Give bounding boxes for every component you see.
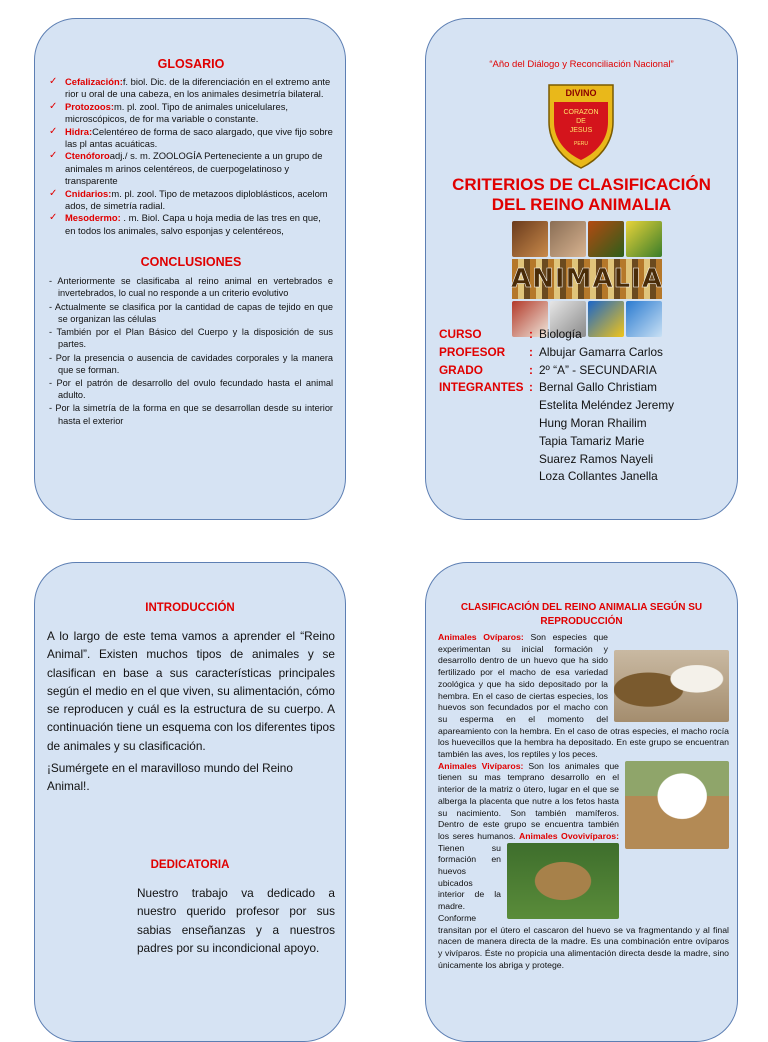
member-name: Loza Collantes Janella <box>539 469 658 484</box>
conclusion-item: - También por el Plan Básico del Cuerpo y la disposición de sus partes. <box>49 327 333 350</box>
svg-text:DIVINO: DIVINO <box>565 88 597 98</box>
info-row <box>439 326 731 344</box>
animalia-collage-image <box>512 221 662 339</box>
intro-paragraph-2: ¡Sumérgete en el maravilloso mundo del Reino Animal!. <box>47 761 293 794</box>
cover-info <box>439 326 731 486</box>
glosario-item <box>49 150 333 187</box>
glosario-term: Cefalización: <box>65 76 123 87</box>
info-label: CURSO <box>439 327 482 341</box>
info-row <box>439 379 731 397</box>
info-colon: : <box>529 380 533 395</box>
svg-text:JESUS: JESUS <box>569 127 593 134</box>
glosario-item <box>49 212 333 237</box>
info-value: Bernal Gallo Christiam <box>539 380 658 395</box>
info-colon: : <box>529 362 533 377</box>
clasificacion-title: CLASIFICACIÓN DEL REINO ANIMALIA SEGÚN SU REPRODUCCIÓN <box>460 602 703 627</box>
cow-calf-image <box>625 761 729 849</box>
viviparos-text: Son los animales que tienen su mas temprano desarrollo en el interior de la matriz o útero, lugar en el que se alberga la placenta que nutre a los fetos hasta su nacimiento. Son también mamíferos. Dentro de este grupo se encuentra también los seres humanos. <box>438 760 620 841</box>
glosario-panel <box>34 18 346 520</box>
check-icon: ✓ <box>49 100 58 112</box>
info-row <box>439 344 731 362</box>
conclusion-item: - Anteriormente se clasificaba al reino animal en vertebrados e invertebrados, lo cual no responde a un criterio evolutivo <box>49 276 333 299</box>
glosario-definition: m. pl. zool. Tipo de animales unicelulares, microscópicos, de for ma variable o constante. <box>65 100 289 125</box>
glosario-term: Protozoos: <box>65 100 114 112</box>
svg-text:DE: DE <box>576 118 586 125</box>
toad-image <box>507 843 619 919</box>
glosario-term: Mesodermo: <box>65 212 121 224</box>
cover-panel <box>425 18 738 520</box>
info-value: 2º “A” - SECUNDARIA <box>539 362 657 377</box>
oviparos-term: Animales Ovíparos: <box>438 632 524 642</box>
check-icon: ✓ <box>49 187 58 199</box>
check-icon: ✓ <box>49 150 58 162</box>
glosario-definition: f. biol. Dic. de la diferenciación en el extremo ante rior u oral de una cabeza, en los animales desimetría bilateral. <box>65 76 331 100</box>
member-name: Suarez Ramos Nayeli <box>539 451 654 466</box>
glosario-item <box>49 101 333 126</box>
glosario-item <box>49 76 333 101</box>
school-crest-logo <box>546 82 616 170</box>
intro-title: INTRODUCCIÓN <box>145 602 235 614</box>
glosario-term: Cnidarios: <box>65 187 112 199</box>
svg-text:PERU: PERU <box>574 141 588 147</box>
check-icon: ✓ <box>49 125 58 137</box>
svg-text:CORAZON: CORAZON <box>563 109 599 116</box>
member-name: Estelita Meléndez Jeremy <box>539 398 675 413</box>
check-icon: ✓ <box>49 212 58 224</box>
member-name: Tapia Tamariz Marie <box>539 433 645 448</box>
ovoviviparos-term: Animales Ovovivíparos: <box>518 830 619 841</box>
info-row <box>439 362 731 380</box>
info-colon: : <box>529 327 533 341</box>
glosario-term: Hidra: <box>65 125 93 137</box>
conclusion-item: - Por el patrón de desarrollo del ovulo fecundado hasta el animal adulto. <box>49 377 333 401</box>
dedicatoria-title: DEDICATORIA <box>150 859 230 871</box>
clasificacion-body <box>438 632 729 971</box>
info-value: Biología <box>539 327 582 341</box>
conclusion-item: - Actualmente se clasifica por la cantidad de capas de tejido en que se organizan las células <box>49 301 333 324</box>
motto: “Año del Diálogo y Reconciliación Nacional” <box>489 59 674 70</box>
ovoviviparos-text: Tienen su formación en huevos ubicados interior de la madre. Conforme transitan por el útero el cascaron del huevo se va fragmentando y al final nacen de manera directa de la madre. Es una combinación entre ovíparos y vivíparos. Éste no propicia una alimentación directa desde la madre, sino únicamente los abriga y protege. <box>438 842 729 970</box>
info-label: PROFESOR <box>439 344 506 359</box>
glosario-list <box>49 76 333 237</box>
glosario-definition: Celentéreo de forma de saco alargado, que vive fijo sobre las pl antas acuáticas. <box>65 125 333 150</box>
glosario-content <box>49 57 333 428</box>
intro-panel <box>34 562 346 1042</box>
glosario-title: GLOSARIO <box>157 57 225 71</box>
glosario-definition: m. pl. zool. Tipo de metazoos diploblásticos, acelom ados, de simetría radial. <box>65 187 328 212</box>
glosario-item <box>49 126 333 151</box>
animalia-word: ANIMALIA <box>512 259 662 299</box>
glosario-term: Ctenóforo <box>65 150 110 162</box>
conclusion-item: - Por la simetría de la forma en que se desarrollan desde su interior hasta el exterior <box>49 403 333 426</box>
conclusion-item: - Por la presencia o ausencia de cavidades corporales y la manera que se forman. <box>49 352 333 375</box>
info-colon: : <box>529 344 533 359</box>
glosario-definition: . m. Biol. Capa u hoja media de las tres en que, en todos los animales, salvo esponjas y celentéreos, <box>65 212 321 236</box>
glosario-item <box>49 188 333 213</box>
conclusiones-list <box>49 275 333 426</box>
cover-title-line-1: CRITERIOS DE CLASIFICACIÓN <box>452 175 711 194</box>
info-value: Albujar Gamarra Carlos <box>539 344 663 359</box>
conclusiones-title: CONCLUSIONES <box>140 255 242 270</box>
clasificacion-panel <box>425 562 738 1042</box>
info-label: INTEGRANTES <box>439 380 524 395</box>
dedicatoria-text: Nuestro trabajo va dedicado a nuestro querido profesor por sus sabias enseñanzas y a nuestros padres por su incondicional apoyo. <box>137 886 335 955</box>
oviparos-text: Son especies que experimentan su inicial formación y desarrollo dentro de un huevo que ha sido fertilizado por el macho de esa variedad zoológica y que ha sido depositado por la hembra. En el caso de ciertas especies, los huevos son fecundados por el macho con su esperma en el momento del apareamiento con la hembra. En el caso de otras especies, el macho rocía los huevecillos que la hembra ha depositado. En este grupo se encuentran también las aves, los reptiles y los peces. <box>438 632 729 760</box>
viviparos-term: Animales Vivíparos: <box>438 760 524 771</box>
info-label: GRADO <box>439 362 483 377</box>
member-name: Hung Moran Rhailim <box>539 415 647 430</box>
turtle-hatching-image <box>614 650 729 722</box>
glosario-definition: adj./ s. m. ZOOLOGÍA Perteneciente a un grupo de animales m arinos celentéreos, de cuerpogelatinoso y transparente <box>65 150 323 187</box>
check-icon: ✓ <box>49 76 58 87</box>
cover-title-line-2: DEL REINO ANIMALIA <box>491 195 672 214</box>
cover-title <box>426 175 737 215</box>
intro-paragraph-1: A lo largo de este tema vamos a aprender el “Reino Animal”. Existen muchos tipos de animales y se clasifican en base a sus características principales según el medio en el que viven, su alimentación, cómo se reproducen y cuál es la estructura de su cuerpo. A continuación tiene un esquema con los diferentes tipos de animales y su clasificación. <box>47 629 335 753</box>
